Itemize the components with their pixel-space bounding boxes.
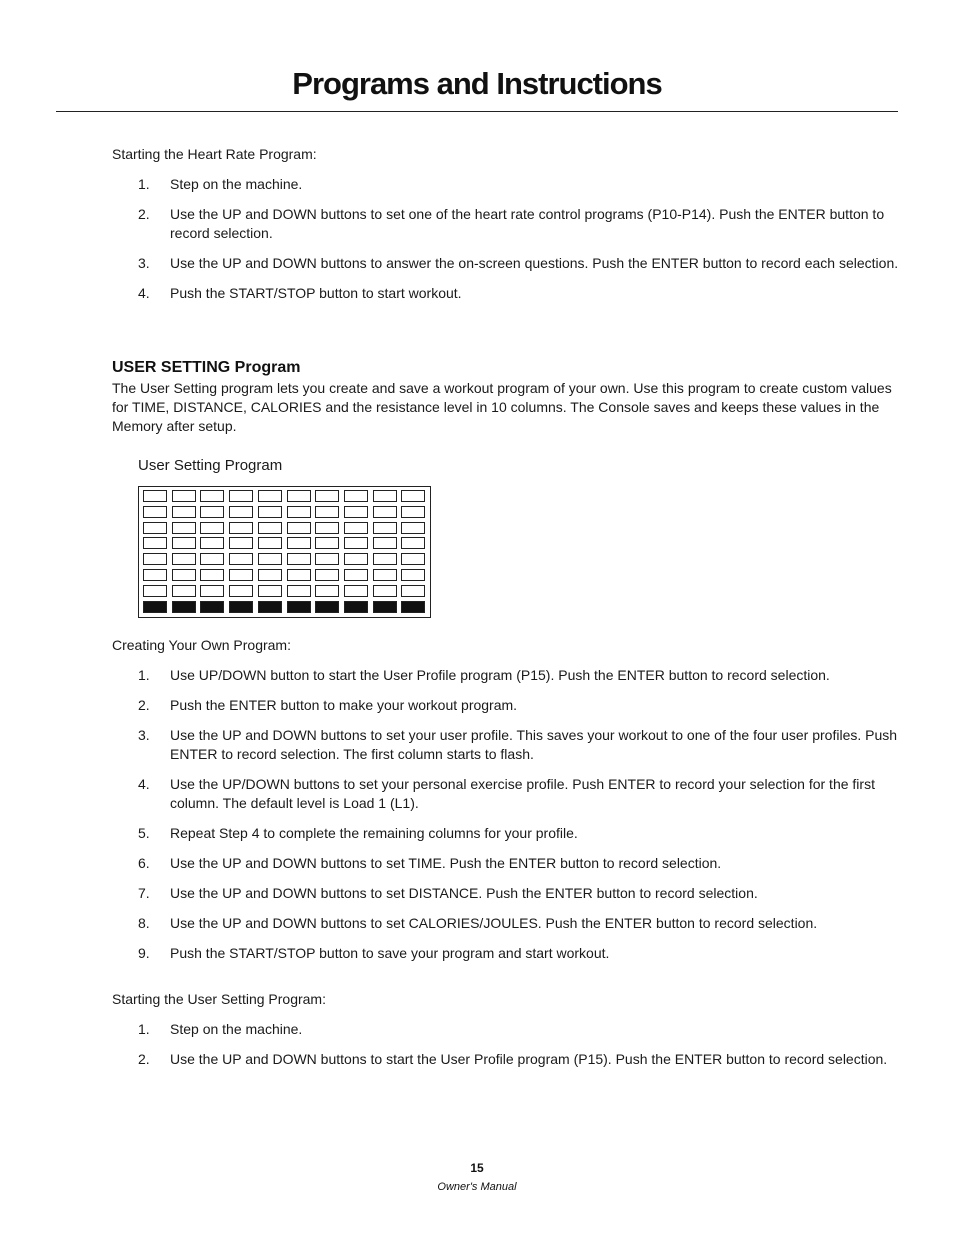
- grid-cell-empty: [229, 506, 253, 518]
- grid-cell-filled: [373, 601, 397, 613]
- grid-cell-empty: [401, 537, 425, 549]
- grid-cell-empty: [344, 553, 368, 565]
- step-text: Push the START/STOP button to start workout.: [170, 285, 462, 301]
- grid-cell-empty: [172, 522, 196, 534]
- grid-cell-empty: [143, 522, 167, 534]
- step-number: 2.: [138, 1051, 150, 1067]
- section-description: The User Setting program lets you create and save a workout program of your own. Use this program to create custom values for TIME, DISTANCE, CALORIES and the resistance level in 10 columns. The Console saves and keeps these values in the Memory after setup.: [112, 380, 892, 434]
- grid-cell-empty: [200, 585, 224, 597]
- grid-cell-empty: [373, 553, 397, 565]
- grid-cell-empty: [315, 569, 339, 581]
- grid-cell-filled: [287, 601, 311, 613]
- grid-cell-empty: [200, 506, 224, 518]
- grid-cell-filled: [143, 601, 167, 613]
- grid-cell-empty: [200, 553, 224, 565]
- step-number: 1.: [138, 176, 150, 192]
- grid-cell-empty: [172, 585, 196, 597]
- grid-cell-empty: [229, 537, 253, 549]
- step-number: 7.: [138, 885, 150, 901]
- grid-cell-empty: [143, 553, 167, 565]
- step-text: Use UP/DOWN button to start the User Profile program (P15). Push the ENTER button to record selection.: [170, 667, 830, 683]
- grid-cell-empty: [172, 569, 196, 581]
- grid-cell-empty: [344, 585, 368, 597]
- grid-cell-empty: [401, 506, 425, 518]
- step-text: Use the UP and DOWN buttons to set TIME. Push the ENTER button to record selection.: [170, 855, 722, 871]
- grid-cell-empty: [258, 490, 282, 502]
- grid-cell-filled: [229, 601, 253, 613]
- grid-cell-empty: [200, 537, 224, 549]
- section-heading: USER SETTING Program: [112, 359, 301, 376]
- list-item: [112, 205, 902, 243]
- list-item: [112, 1050, 902, 1069]
- grid-cell-empty: [287, 490, 311, 502]
- grid-cell-empty: [200, 490, 224, 502]
- list-item: [112, 254, 902, 273]
- grid-cell-empty: [401, 569, 425, 581]
- step-number: 2.: [138, 206, 150, 222]
- list-item: [112, 284, 902, 303]
- grid-cell-empty: [172, 553, 196, 565]
- grid-cell-empty: [287, 522, 311, 534]
- grid-cell-empty: [401, 553, 425, 565]
- grid-cell-empty: [315, 585, 339, 597]
- grid-cell-empty: [315, 522, 339, 534]
- grid-cell-filled: [172, 601, 196, 613]
- grid-cell-empty: [373, 506, 397, 518]
- grid-cell-empty: [373, 490, 397, 502]
- page-number: 15: [470, 1161, 484, 1175]
- step-number: 9.: [138, 945, 150, 961]
- list-item: [112, 944, 902, 963]
- grid-cell-empty: [143, 585, 167, 597]
- grid-cell-empty: [287, 537, 311, 549]
- step-number: 2.: [138, 697, 150, 713]
- step-text: Push the ENTER button to make your workout program.: [170, 697, 518, 713]
- step-number: 8.: [138, 915, 150, 931]
- grid-cell-empty: [143, 490, 167, 502]
- grid-cell-empty: [287, 506, 311, 518]
- grid-cell-empty: [344, 490, 368, 502]
- grid-cell-empty: [258, 522, 282, 534]
- grid-cell-empty: [344, 569, 368, 581]
- step-text: Step on the machine.: [170, 176, 303, 192]
- heart-rate-intro: Starting the Heart Rate Program:: [112, 146, 317, 162]
- list-item: [112, 824, 902, 843]
- grid-cell-empty: [401, 490, 425, 502]
- grid-cell-empty: [200, 522, 224, 534]
- grid-cell-empty: [401, 522, 425, 534]
- grid-cell-empty: [401, 585, 425, 597]
- list-item: [112, 884, 902, 903]
- create-steps: [112, 666, 902, 963]
- step-number: 5.: [138, 825, 150, 841]
- grid-cell-empty: [229, 569, 253, 581]
- step-text: Use the UP and DOWN buttons to set your user profile. This saves your workout to one of the four user profiles. Push ENTER to record selection. The first column starts to flash.: [170, 727, 898, 762]
- start-intro: Starting the User Setting Program:: [112, 991, 326, 1007]
- step-text: Repeat Step 4 to complete the remaining columns for your profile.: [170, 825, 578, 841]
- grid-cell-empty: [258, 537, 282, 549]
- step-number: 4.: [138, 776, 150, 792]
- heart-rate-steps: [112, 175, 902, 303]
- grid-cell-filled: [344, 601, 368, 613]
- list-item: [112, 726, 902, 764]
- grid-cell-empty: [258, 553, 282, 565]
- step-number: 1.: [138, 1021, 150, 1037]
- grid-cell-empty: [200, 569, 224, 581]
- list-item: [112, 775, 902, 813]
- list-item: [112, 666, 902, 685]
- grid-cell-empty: [373, 537, 397, 549]
- grid-cell-empty: [172, 490, 196, 502]
- document-name: Owner's Manual: [437, 1181, 517, 1193]
- user-profile-grid: [138, 486, 431, 618]
- grid-cell-filled: [200, 601, 224, 613]
- step-number: 6.: [138, 855, 150, 871]
- grid-cell-empty: [229, 553, 253, 565]
- grid-cell-empty: [287, 585, 311, 597]
- step-text: Use the UP and DOWN buttons to set DISTANCE. Push the ENTER button to record selection.: [170, 885, 758, 901]
- grid-cell-empty: [258, 585, 282, 597]
- page-title: Programs and Instructions: [292, 66, 662, 101]
- grid-cell-empty: [229, 490, 253, 502]
- step-number: 4.: [138, 285, 150, 301]
- grid-cell-empty: [258, 506, 282, 518]
- create-intro: Creating Your Own Program:: [112, 637, 291, 653]
- grid-cell-empty: [344, 522, 368, 534]
- grid-cell-empty: [172, 506, 196, 518]
- step-number: 1.: [138, 667, 150, 683]
- step-text: Use the UP and DOWN buttons to set CALORIES/JOULES. Push the ENTER button to record selection.: [170, 915, 818, 931]
- grid-cell-empty: [373, 569, 397, 581]
- grid-cell-empty: [315, 506, 339, 518]
- grid-cell-empty: [143, 537, 167, 549]
- grid-cell-empty: [373, 585, 397, 597]
- step-number: 3.: [138, 727, 150, 743]
- grid-cell-empty: [344, 506, 368, 518]
- title-divider: [56, 111, 898, 112]
- grid-cell-empty: [315, 490, 339, 502]
- grid-cell-empty: [258, 569, 282, 581]
- list-item: [112, 854, 902, 873]
- list-item: [112, 1020, 902, 1039]
- step-text: Use the UP and DOWN buttons to start the User Profile program (P15). Push the ENTER button to record selection.: [170, 1051, 888, 1067]
- step-text: Push the START/STOP button to save your program and start workout.: [170, 945, 610, 961]
- grid-cell-empty: [287, 553, 311, 565]
- step-number: 3.: [138, 255, 150, 271]
- grid-cell-empty: [344, 537, 368, 549]
- grid-cell-empty: [315, 553, 339, 565]
- grid-cell-empty: [287, 569, 311, 581]
- step-text: Use the UP/DOWN buttons to set your personal exercise profile. Push ENTER to record your selection for the first column. The default level is Load 1 (L1).: [170, 776, 875, 811]
- step-text: Use the UP and DOWN buttons to set one of the heart rate control programs (P10-P14). Push the ENTER button to record selection.: [170, 206, 885, 241]
- grid-cell-empty: [373, 522, 397, 534]
- grid-cell-empty: [143, 569, 167, 581]
- grid-cell-filled: [401, 601, 425, 613]
- list-item: [112, 175, 902, 194]
- grid-cell-empty: [315, 537, 339, 549]
- step-text: Use the UP and DOWN buttons to answer the on-screen questions. Push the ENTER button to record each selection.: [170, 255, 899, 271]
- grid-cell-empty: [229, 522, 253, 534]
- grid-cell-filled: [258, 601, 282, 613]
- figure-caption: User Setting Program: [138, 457, 283, 474]
- list-item: [112, 914, 902, 933]
- start-steps: [112, 1020, 902, 1069]
- grid-cell-empty: [172, 537, 196, 549]
- grid-cell-filled: [315, 601, 339, 613]
- grid-cell-empty: [229, 585, 253, 597]
- step-text: Step on the machine.: [170, 1021, 303, 1037]
- list-item: [112, 696, 902, 715]
- grid-cell-empty: [143, 506, 167, 518]
